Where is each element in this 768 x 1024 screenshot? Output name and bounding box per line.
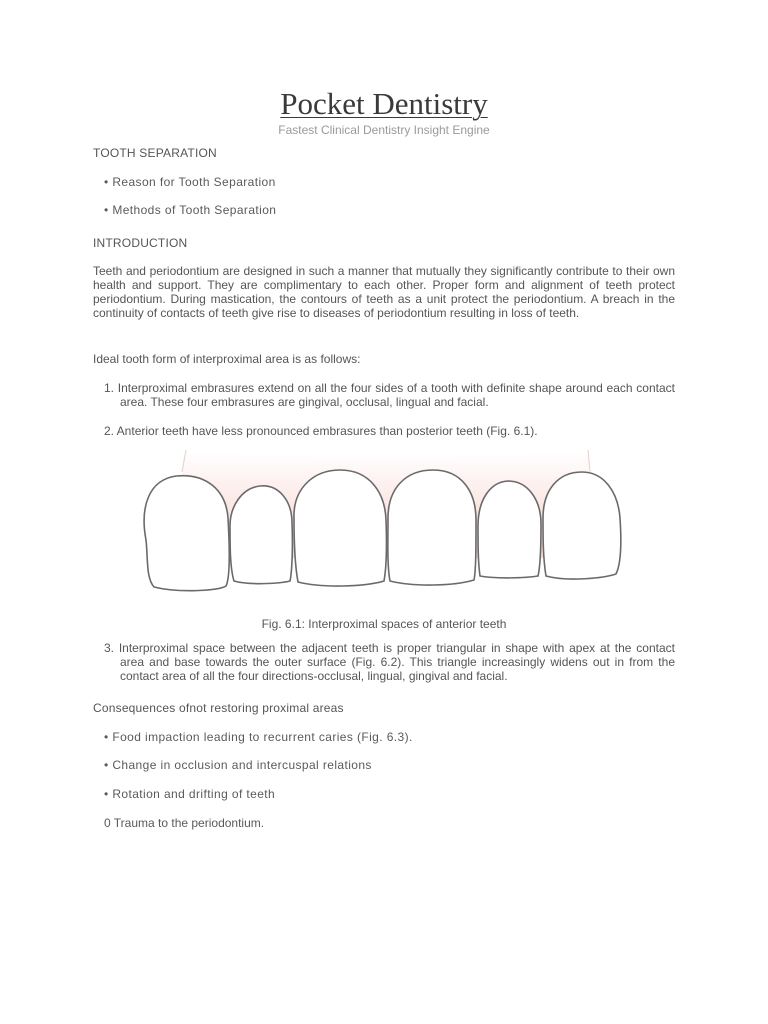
site-subtitle: Fastest Clinical Dentistry Insight Engine xyxy=(278,123,490,137)
section-heading-tooth-separation: TOOTH SEPARATION xyxy=(93,146,217,160)
tooth-6 xyxy=(543,472,621,579)
bullet-methods: • Methods of Tooth Separation xyxy=(104,203,277,217)
numbered-item-2: 2. Anterior teeth have less pronounced embrasures than posterior teeth (Fig. 6.1). xyxy=(104,424,538,438)
tooth-1 xyxy=(144,476,229,591)
anterior-teeth-figure xyxy=(138,448,628,598)
bullet-rotation-drifting: • Rotation and drifting of teeth xyxy=(104,787,276,801)
tooth-3 xyxy=(294,470,386,586)
consequences-heading: Consequences ofnot restoring proximal areas xyxy=(93,701,344,715)
section-heading-introduction: INTRODUCTION xyxy=(93,236,188,250)
figure-caption: Fig. 6.1: Interproximal spaces of anterior teeth xyxy=(261,617,507,631)
bullet-reason: • Reason for Tooth Separation xyxy=(104,175,276,189)
numbered-item-1: 1. Interproximal embrasures extend on all the four sides of a tooth with definite shape around each contact area. These four embrasures are gingival, occlusal, lingual and facial. xyxy=(104,381,675,409)
numbered-item-3: 3. Interproximal space between the adjacent teeth is proper triangular in shape with apex at the contact area and base towards the outer surface (Fig. 6.2). This triangle increasingly widens out in from the contact area of all the four directions-occlusal, lingual, gingival and facial. xyxy=(104,641,675,683)
site-title[interactable]: Pocket Dentistry xyxy=(280,86,488,121)
ideal-form-line: Ideal tooth form of interproximal area is as follows: xyxy=(93,352,361,366)
intro-paragraph: Teeth and periodontium are designed in such a manner that mutually they significantly contribute to their own health and support. They are complimentary to each other. Proper form and alignment of teeth protect periodontium. During mastication, the contours of teeth as a unit protect the periodontium. A breach in the continuity of contacts of teeth give rise to diseases of periodontium resulting in loss of teeth. xyxy=(93,264,675,320)
tooth-4 xyxy=(388,470,476,585)
tooth-5 xyxy=(478,481,541,578)
bullet-occlusion-change: • Change in occlusion and intercuspal relations xyxy=(104,758,372,772)
item-trauma: 0 Trauma to the periodontium. xyxy=(104,816,265,830)
tooth-2 xyxy=(230,486,292,584)
bullet-food-impaction: • Food impaction leading to recurrent caries (Fig. 6.3). xyxy=(104,730,413,744)
